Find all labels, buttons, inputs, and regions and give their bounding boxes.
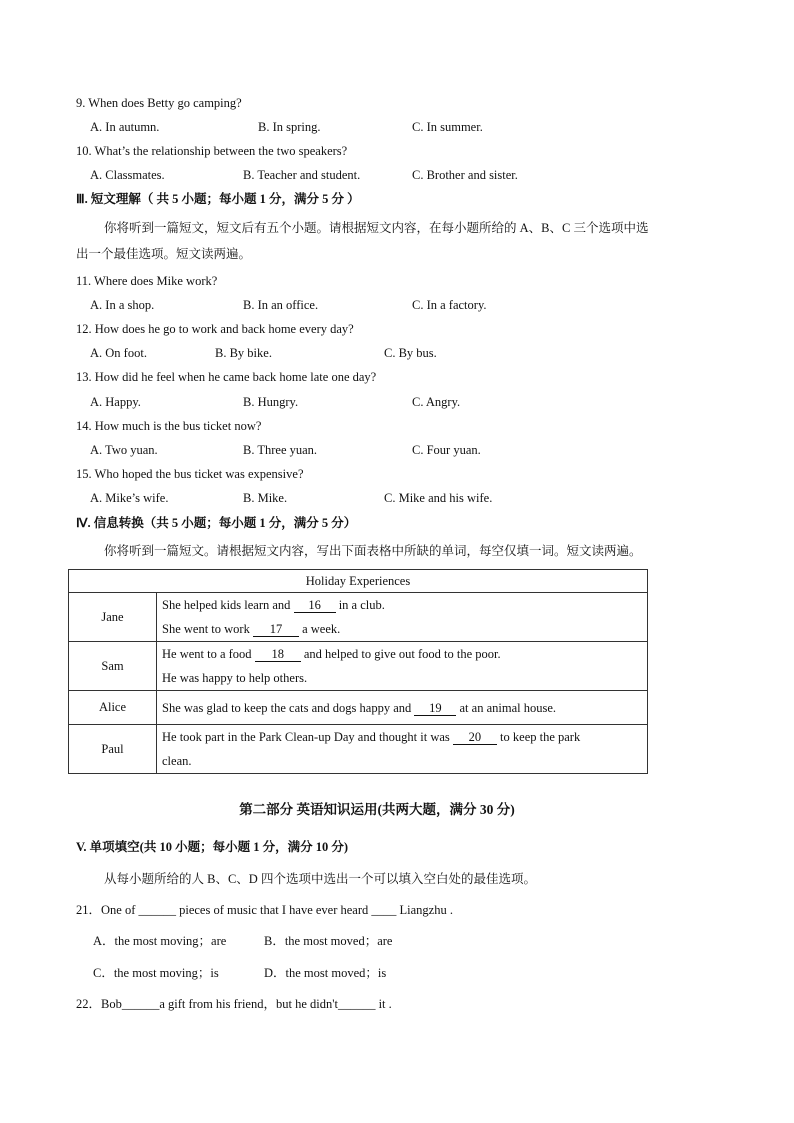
q13-option-c: C. Angry.: [412, 395, 461, 409]
blank-19: 19: [414, 701, 456, 716]
q10-option-a: A. Classmates.: [90, 168, 165, 182]
q13-option-a: A. Happy.: [90, 395, 141, 409]
blank-18: 18: [255, 647, 301, 662]
holiday-experiences-table: [68, 569, 648, 774]
row-name-sam: Sam: [69, 642, 157, 691]
blank-16: 16: [294, 598, 336, 613]
jane-line2-end: a week.: [302, 622, 341, 636]
sam-line2: He was happy to help others.: [162, 671, 308, 685]
section-5-intro: 从每小题所给的人 B、C、D 四个选项中选出一个可以填入空白处的最佳选项。: [104, 872, 536, 886]
sam-line1-end: and helped to give out food to the poor.: [303, 647, 501, 661]
table-row: [69, 725, 648, 774]
table-row: [69, 642, 648, 691]
question-15: 15. Who hoped the bus ticket was expensive?: [76, 467, 304, 481]
q11-option-c: C. In a factory.: [412, 298, 487, 312]
q15-option-a: A. Mike’s wife.: [90, 491, 169, 505]
question-12: 12. How does he go to work and back home every day?: [76, 322, 354, 336]
question-9: 9. When does Betty go camping?: [76, 96, 242, 110]
q10-option-c: C. Brother and sister.: [412, 168, 518, 182]
question-14: 14. How much is the bus ticket now?: [76, 419, 262, 433]
q21-option-d: D．the most moved；is: [264, 966, 387, 980]
section-5-title: V. 单项填空(共 10 小题；每小题 1 分，满分 10 分): [76, 840, 348, 854]
q21-option-c: C．the most moving；is: [93, 966, 219, 980]
q14-option-b: B. Three yuan.: [243, 443, 318, 457]
q14-option-a: A. Two yuan.: [90, 443, 158, 457]
q21-option-b: B．the most moved；are: [264, 934, 393, 948]
table-row: [69, 593, 648, 642]
jane-line2-start: She went to work: [162, 622, 250, 636]
paul-line1-end: to keep the park: [500, 730, 581, 744]
row-content-sam: [157, 642, 648, 691]
alice-line1-end: at an animal house.: [459, 700, 556, 715]
question-11: 11. Where does Mike work?: [76, 274, 218, 288]
row-name-paul: Paul: [69, 725, 157, 774]
row-content-jane: [157, 593, 648, 642]
paul-line1-start: He took part in the Park Clean-up Day and thought it was: [162, 730, 450, 744]
alice-line1-start: She was glad to keep the cats and dogs happy and: [162, 700, 412, 715]
q11-option-b: B. In an office.: [243, 298, 319, 312]
paul-line2: clean.: [162, 754, 192, 768]
question-22: 22．Bob______a gift from his friend，but he didn't______ it .: [76, 997, 392, 1011]
section-3-title: Ⅲ. 短文理解（ 共 5 小题；每小题 1 分，满分 5 分 ）: [76, 192, 360, 206]
blank-20: 20: [453, 730, 497, 745]
q15-option-b: B. Mike.: [243, 491, 288, 505]
section-4-intro: 你将听到一篇短文。请根据短文内容，写出下面表格中所缺的单词，每空仅填一词。短文读两遍。: [104, 544, 642, 558]
row-name-jane: Jane: [69, 593, 157, 642]
q13-option-b: B. Hungry.: [243, 395, 299, 409]
row-content-paul: [157, 725, 648, 774]
question-10: 10. What’s the relationship between the two speakers?: [76, 144, 348, 158]
q14-option-c: C. Four yuan.: [412, 443, 481, 457]
jane-line1-start: She helped kids learn and: [162, 598, 291, 612]
section-4-title: Ⅳ. 信息转换（共 5 小题；每小题 1 分，满分 5 分）: [76, 516, 357, 530]
q9-option-c: C. In summer.: [412, 120, 483, 134]
row-content-alice: [157, 691, 648, 725]
q12-option-b: B. By bike.: [215, 346, 272, 360]
part-2-title: 第二部分 英语知识运用(共两大题，满分 30 分): [239, 802, 515, 817]
q21-option-a: A．the most moving；are: [93, 934, 227, 948]
question-13: 13. How did he feel when he came back home late one day?: [76, 370, 377, 384]
q9-option-b: B. In spring.: [258, 120, 321, 134]
section-3-intro-line1: 你将听到一篇短文，短文后有五个小题。请根据短文内容，在每小题所给的 A、B、C 三个选项中选: [104, 221, 649, 235]
question-21: 21．One of ______ pieces of music that I have ever heard ____ Liangzhu .: [76, 903, 453, 917]
q9-option-a: A. In autumn.: [90, 120, 160, 134]
table-header: Holiday Experiences: [69, 570, 648, 593]
jane-line1-end: in a club.: [338, 598, 385, 612]
row-name-alice: Alice: [69, 691, 157, 725]
blank-17: 17: [253, 622, 299, 637]
section-3-intro-line2: 出一个最佳选项。短文读两遍。: [76, 247, 252, 261]
table-row: [69, 691, 648, 725]
q10-option-b: B. Teacher and student.: [243, 168, 361, 182]
q15-option-c: C. Mike and his wife.: [384, 491, 493, 505]
sam-line1-start: He went to a food: [162, 647, 252, 661]
q12-option-c: C. By bus.: [384, 346, 437, 360]
q12-option-a: A. On foot.: [90, 346, 147, 360]
q11-option-a: A. In a shop.: [90, 298, 155, 312]
